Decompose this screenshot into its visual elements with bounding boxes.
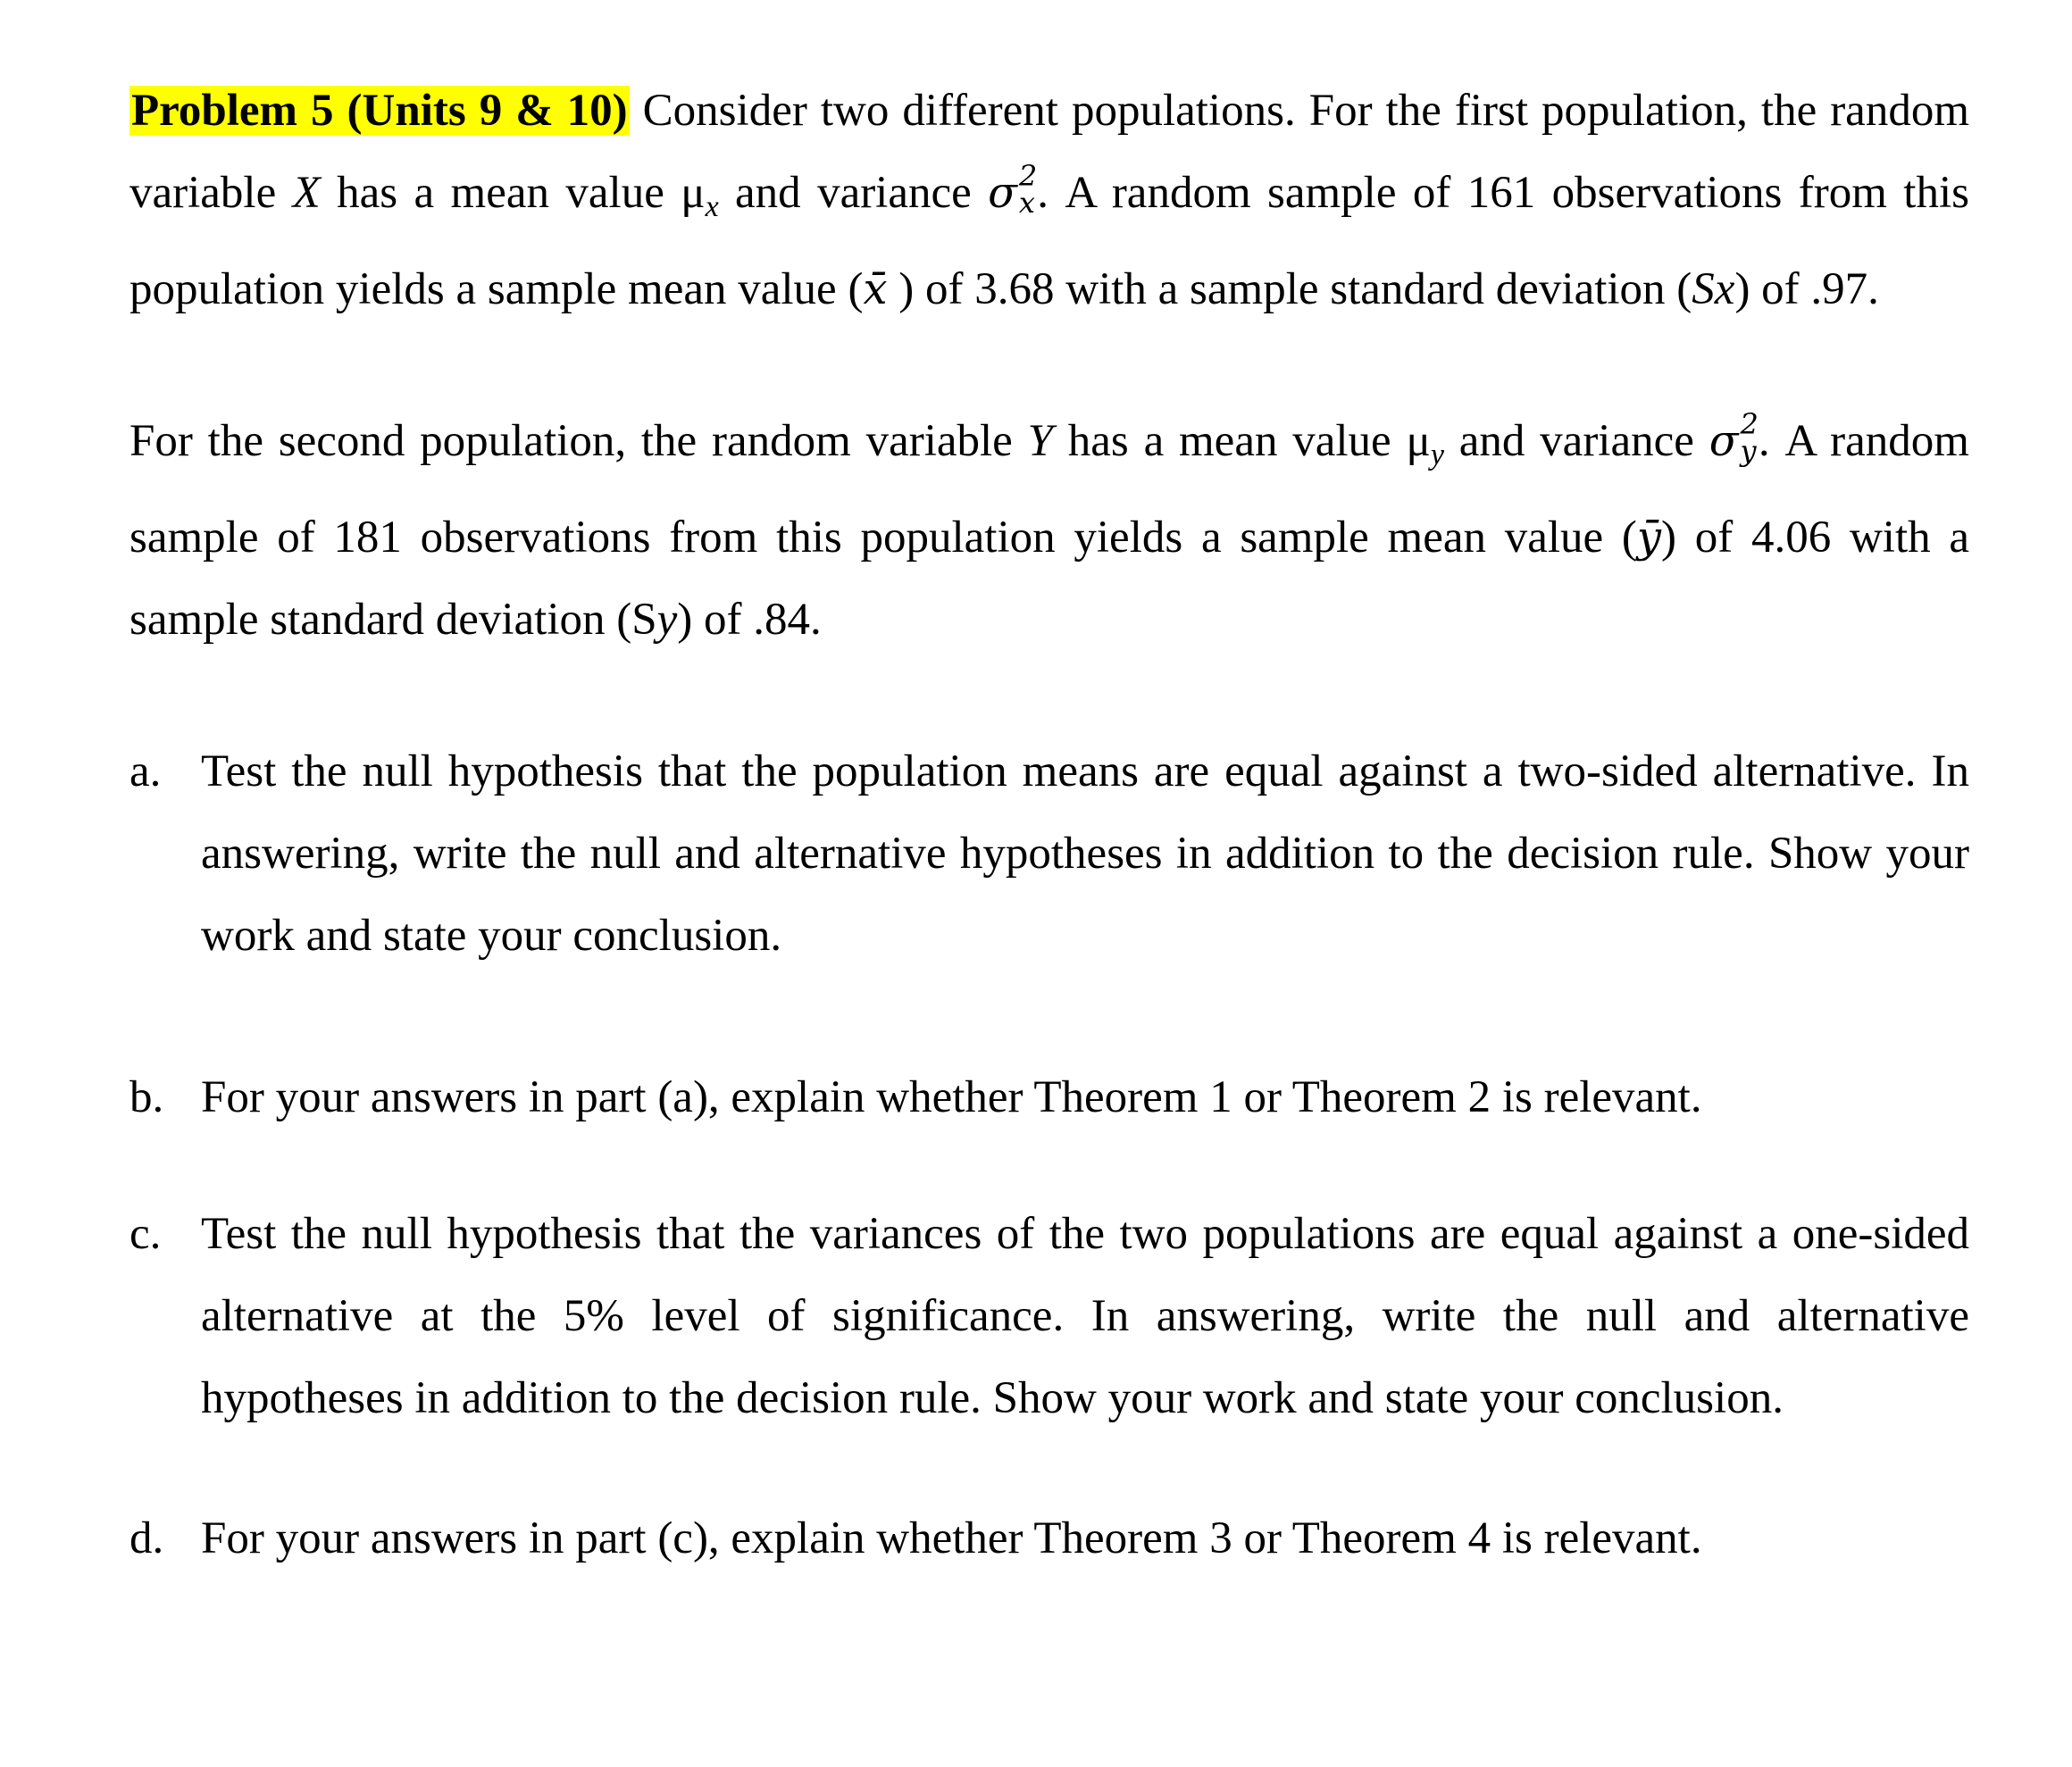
para2-text-5: ) of 4.06 with a sample standard deviation (S	[130, 513, 1970, 645]
para2-text-1: For the second population, the random variable	[130, 416, 1028, 466]
y-bar-symbol: ȳ	[1636, 513, 1662, 563]
sy-y-italic: y	[656, 595, 678, 645]
question-d	[130, 1497, 1969, 1579]
sigma-symbol: σ	[988, 168, 1017, 218]
question-c	[130, 1193, 1969, 1439]
question-marker: c.	[130, 1209, 162, 1259]
para1-text-3: and variance	[718, 168, 989, 218]
para1-text-6: ) of .97.	[1734, 264, 1879, 314]
mu-x-subscript: x	[705, 190, 719, 223]
sigma-y-superscript: 2	[1740, 407, 1759, 441]
question-text: Test the null hypothesis that the population means are equal against a two-sided alternative. In answering, write the null and alternative hypotheses in addition to the decision rule. Show your work and state your conclusion.	[201, 746, 1969, 961]
question-b	[130, 1056, 1969, 1138]
sigma-x-indices	[1018, 159, 1038, 220]
sx-symbol: Sx	[1692, 264, 1735, 314]
para2-text-6: ) of .84.	[677, 595, 822, 645]
sigma-x-subscript: x	[1018, 186, 1035, 220]
question-text: For your answers in part (c), explain whether Theorem 3 or Theorem 4 is relevant.	[201, 1513, 1702, 1563]
x-bar-symbol: x̄	[863, 264, 888, 314]
problem-intro-paragraph	[130, 70, 1969, 330]
problem-heading: Problem 5 (Units 9 & 10)	[131, 86, 628, 136]
sigma-y-subscript: y	[1740, 434, 1757, 468]
para1-text-2: has a mean value μ	[320, 168, 706, 218]
sigma-symbol-y: σ	[1709, 416, 1739, 466]
variable-x: X	[292, 168, 321, 218]
sigma-y-indices	[1740, 407, 1759, 468]
question-text: For your answers in part (a), explain whether Theorem 1 or Theorem 2 is relevant.	[201, 1072, 1702, 1122]
question-marker: b.	[130, 1072, 164, 1122]
second-population-paragraph	[130, 400, 1969, 661]
question-text: Test the null hypothesis that the variances of the two populations are equal against a one-sided alternative at the 5% level of significance. In answering, write the null and alternative hypotheses in addition to the decision rule. Show your work and state your conclusion.	[201, 1209, 1969, 1423]
para2-text-3: and variance	[1443, 416, 1709, 466]
question-marker: d.	[130, 1513, 164, 1563]
para1-text-5: ) of 3.68 with a sample standard deviation (	[887, 264, 1692, 314]
para2-text-4: . A random sample of 181 observations from this population yields a sample mean value (	[130, 416, 1969, 563]
question-marker: a.	[130, 746, 162, 796]
variable-y: Y	[1027, 416, 1053, 466]
mu-y-subscript: y	[1430, 438, 1444, 471]
sigma-x-superscript: 2	[1018, 159, 1038, 193]
question-a	[130, 730, 1969, 977]
para2-text-2: has a mean value μ	[1052, 416, 1431, 466]
para1-text-4: . A random sample of 161 observations from this population yields a sample mean value (	[130, 168, 1969, 314]
para1-text-1: Consider two different populations. For the first population, the random variable	[130, 86, 1969, 218]
